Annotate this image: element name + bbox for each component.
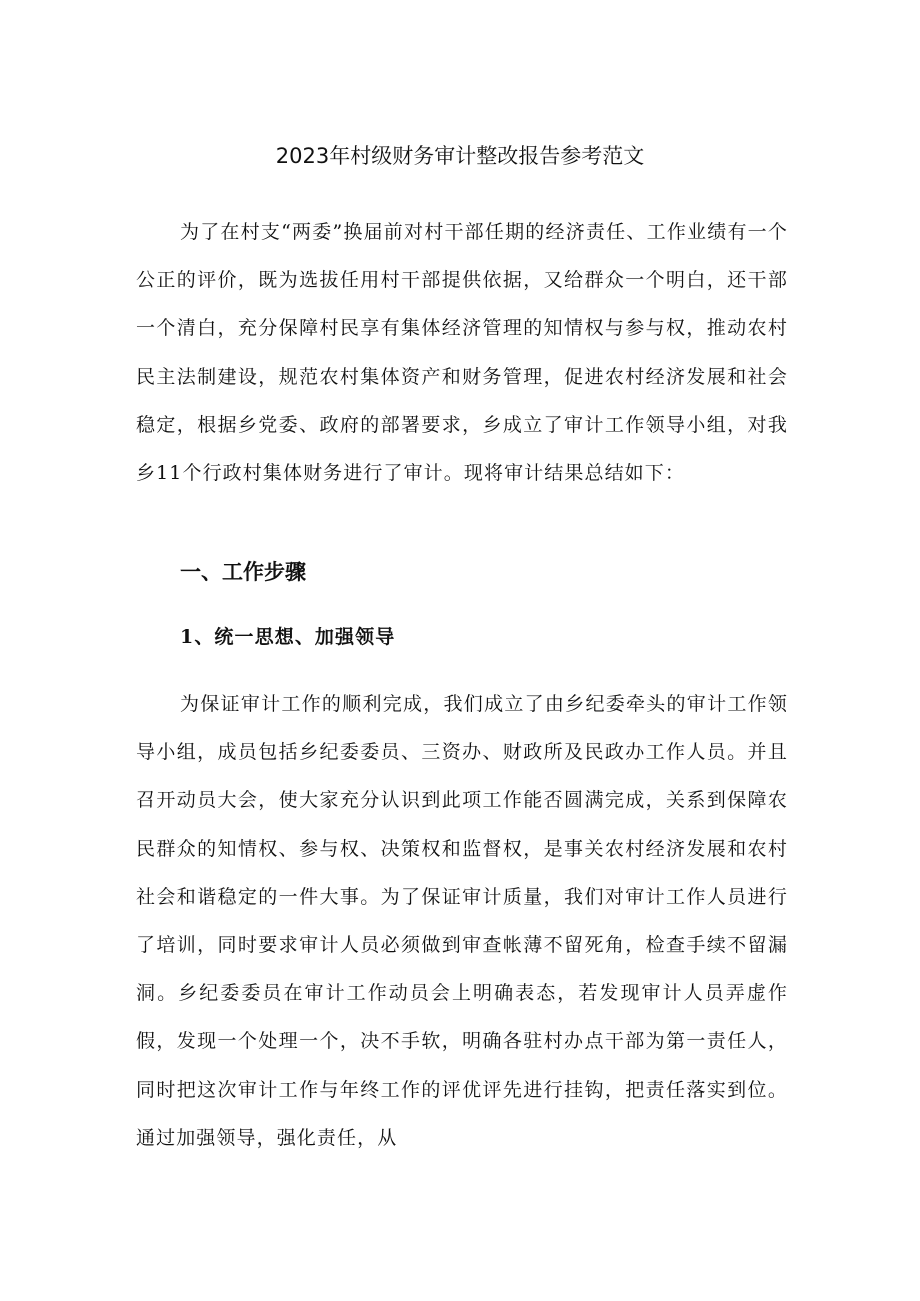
section-heading: 一、工作步骤 <box>180 560 306 584</box>
document-title: 2023年村级财务审计整改报告参考范文 <box>275 144 645 168</box>
intro-paragraph: 为了在村支“两委”换届前对村干部任期的经济责任、工作业绩有一个公正的评价，既为选拔任用村干部提供依据，又给群众一个明白，还干部一个清白，充分保障村民享有集体经济管理的知情权与参与权，推动农村民主法制建设，规范农村集体资产和财务管理，促进农村经济发展和社会稳定，根据乡党委、政府的部署要求，乡成立了审计工作领导小组，对我乡11个行政村集体财务进行了审计。现将审计结果总结如下： <box>136 221 788 485</box>
subsection-heading: 1、统一思想、加强领导 <box>180 626 396 648</box>
body-paragraph: 为保证审计工作的顺利完成，我们成立了由乡纪委牵头的审计工作领导小组，成员包括乡纪委委员、三资办、财政所及民政办工作人员。并且召开动员大会，使大家充分认识到此项工作能否圆满完成，关系到保障农民群众的知情权、参与权、决策权和监督权，是事关农村经济发展和农村社会和谐稳定的一件大事。为了保证审计质量，我们对审计工作人员进行了培训，同时要求审计人员必须做到审查帐薄不留死角，检查手续不留漏洞。乡纪委委员在审计工作动员会上明确表态，若发现审计人员弄虚作假，发现一个处理一个，决不手软，明确各驻村办点干部为第一责任人，同时把这次审计工作与年终工作的评优评先进行挂钩，把责任落实到位。通过加强领导，强化责任，从 <box>136 693 788 1149</box>
